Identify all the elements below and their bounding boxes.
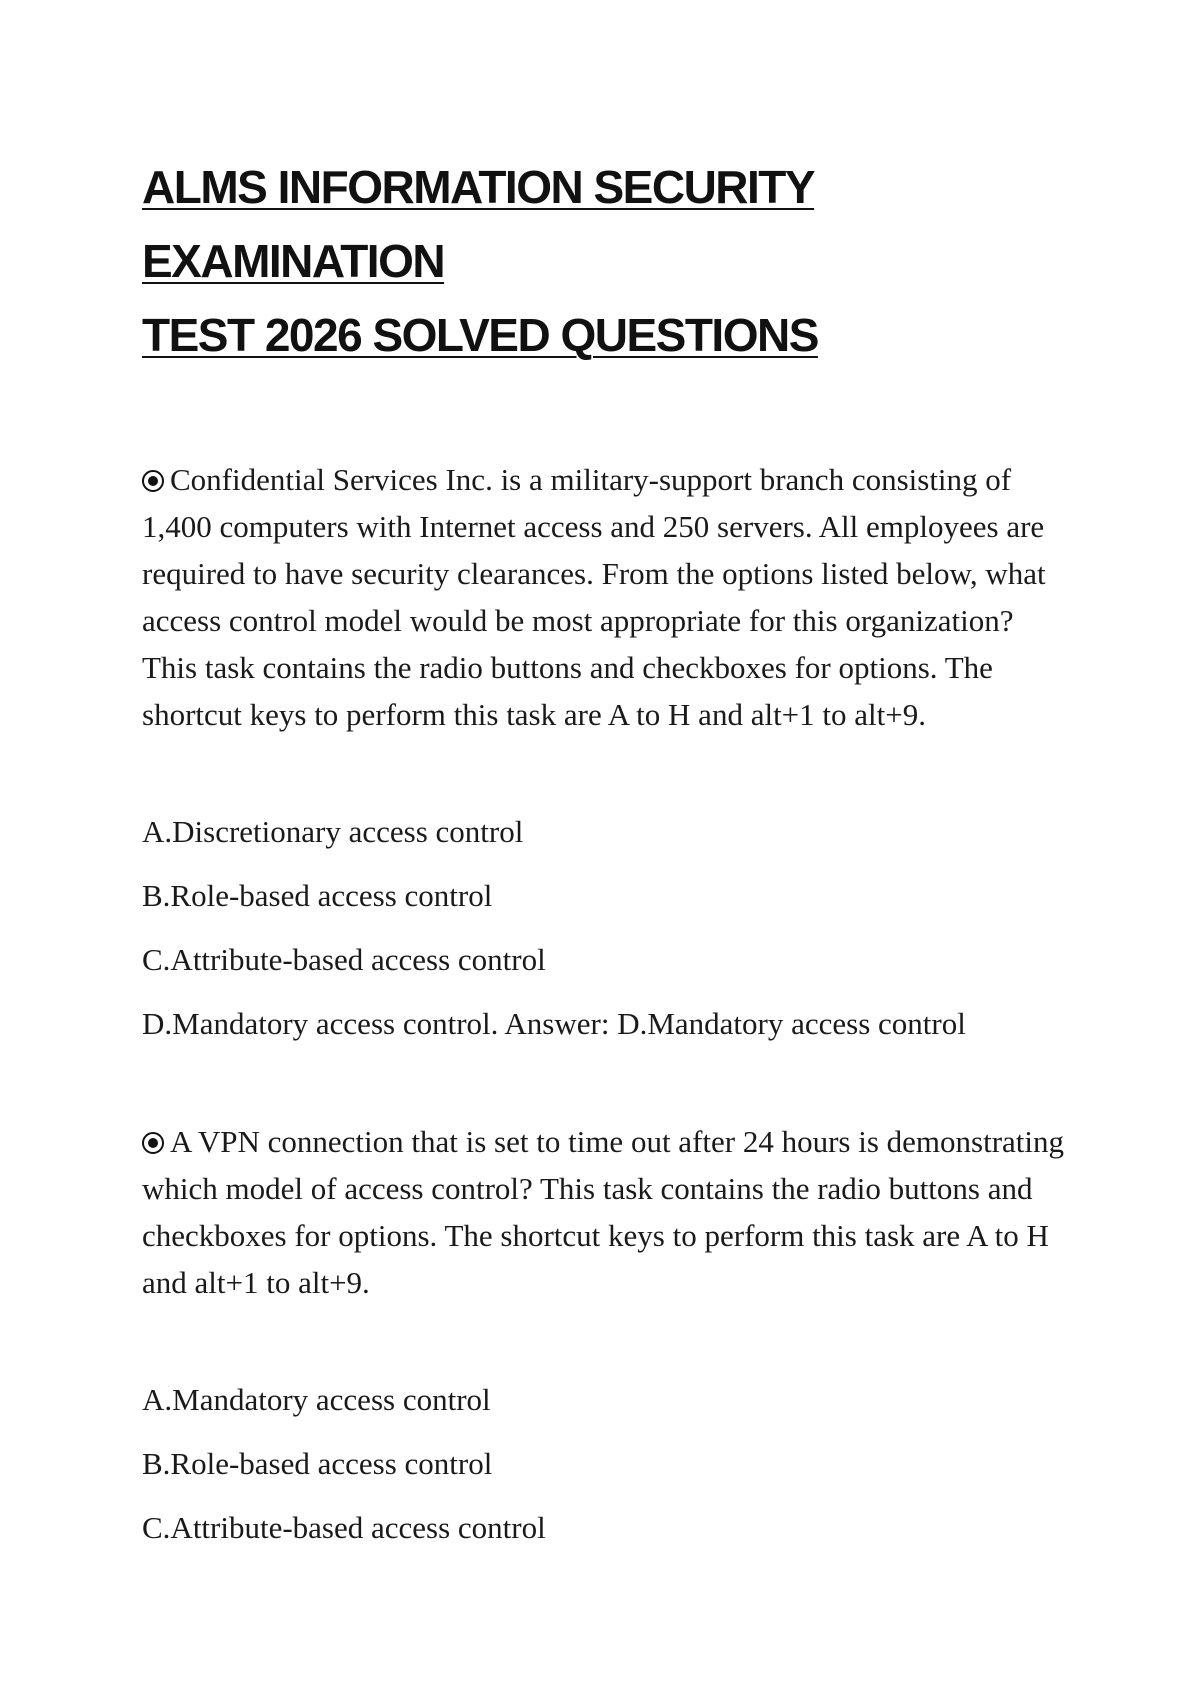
question-2-text: A VPN connection that is set to time out after 24 hours is demonstrating which model of access control? This task contains the radio buttons and checkboxes for options. The shortcut keys to perform this task are A to H and alt+1 to alt+9.	[142, 1124, 1065, 1300]
question-1	[142, 456, 1072, 738]
option-item: C.Attribute-based access control	[142, 942, 546, 977]
option-item: C.Attribute-based access control	[142, 1510, 546, 1545]
question-1-options	[142, 800, 1072, 1056]
radio-bullet-icon	[142, 1132, 164, 1154]
question-1-text: Confidential Services Inc. is a military-support branch consisting of 1,400 computers with Internet access and 250 servers. All employees are required to have security clearances. From the options listed below, what access control model would be most appropriate for this organization? This task contains the radio buttons and checkboxes for options. The shortcut keys to perform this task are A to H and alt+1 to alt+9.	[142, 462, 1046, 732]
option-item: A.Discretionary access control	[142, 814, 524, 849]
option-item: A.Mandatory access control	[142, 1382, 491, 1417]
title-line-1: ALMS INFORMATION SECURITY EXAMINATION	[142, 161, 815, 287]
option-item: B.Role-based access control	[142, 878, 493, 913]
question-2	[142, 1118, 1072, 1306]
radio-bullet-icon	[142, 470, 164, 492]
option-item-with-answer: D.Mandatory access control. Answer: D.Mandatory access control	[142, 1006, 966, 1041]
question-2-options	[142, 1368, 1072, 1560]
document-title	[142, 150, 1072, 372]
option-item: B.Role-based access control	[142, 1446, 493, 1481]
document-page	[142, 150, 1072, 1560]
title-line-2: TEST 2026 SOLVED QUESTIONS	[142, 309, 818, 361]
